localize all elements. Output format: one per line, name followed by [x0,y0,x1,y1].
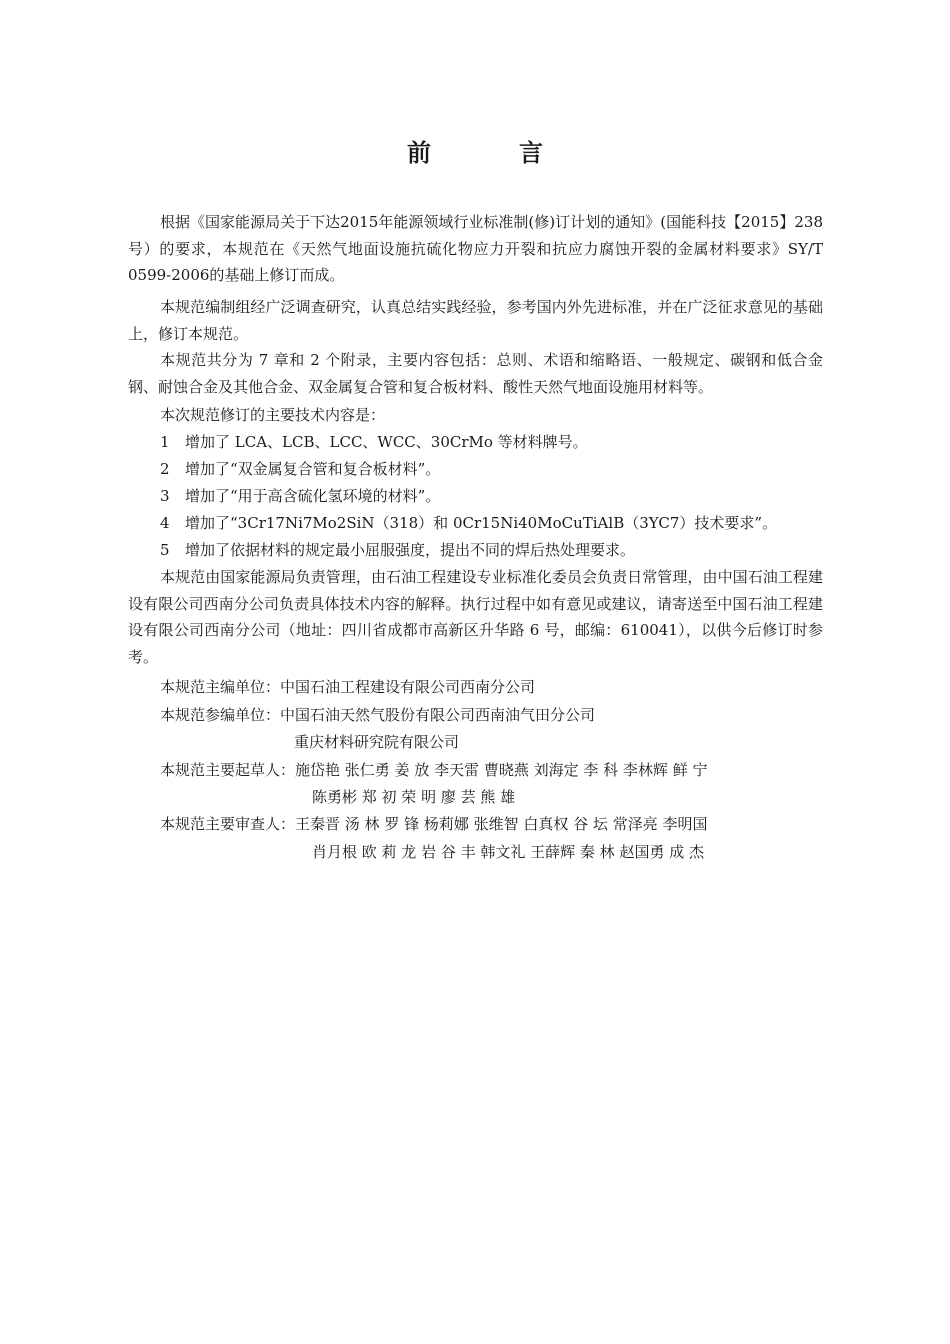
list-item-text: 增加了“双金属复合管和复合板材料”。 [185,460,441,478]
list-item [160,537,635,564]
list-item-text: 增加了“3Cr17Ni7Mo2SiN（318）和 0Cr15Ni40MoCuTiAlB（3YC7）技术要求”。 [185,514,778,532]
list-item [160,483,440,510]
list-item-number: 3 [160,487,170,505]
reviewers-names-2: 肖月根 欧 莉 龙 岩 谷 丰 韩文礼 王薛辉 秦 林 赵国勇 成 杰 [312,843,704,861]
page-title: 前 言 [407,138,575,167]
drafters-names-2: 陈勇彬 郑 初 荣 明 廖 芸 熊 雄 [312,788,516,806]
chief-editor-row [160,674,535,701]
reviewers-row [160,811,707,838]
participating-label: 本规范参编单位： [160,706,281,724]
list-item-text: 增加了“用于高含硫化氢环境的材料”。 [185,487,441,505]
chief-editor-label: 本规范主编单位： [160,678,281,696]
paragraph-basis: 根据《国家能源局关于下达2015年能源领域行业标准制(修)订计划的通知》(国能科技【2015】238号）的要求，本规范在《天然气地面设施抗硫化物应力开裂和抗应力腐蚀开裂的金属材料要求》SY/T 0599-2006的基础上修订而成。 [128,213,823,284]
participating-value: 中国石油天然气股份有限公司西南油气田分公司 [280,706,596,724]
list-item [160,429,588,456]
paragraph-management: 本规范由国家能源局负责管理，由石油工程建设专业标准化委员会负责日常管理，由中国石油工程建设有限公司西南分公司负责具体技术内容的解释。执行过程中如有意见或建议，请寄送至中国石油工程建设有限公司西南分公司（地址：四川省成都市高新区升华路 6 号，邮编：610041），以供今后修订时参考。 [128,568,823,666]
participating-row [160,702,595,729]
drafters-row [160,757,707,784]
list-item [160,510,777,537]
list-item-number: 5 [160,541,170,559]
list-item-number: 1 [160,433,170,451]
reviewers-names: 王秦晋 汤 林 罗 锋 杨莉娜 张维智 白真权 谷 坛 常泽亮 李明国 [295,815,708,833]
drafters-label: 本规范主要起草人： [160,761,296,779]
chief-editor-value: 中国石油工程建设有限公司西南分公司 [280,678,536,696]
list-item-number: 4 [160,514,170,532]
participating-value-2: 重庆材料研究院有限公司 [294,733,460,751]
list-item-text: 增加了 LCA、LCB、LCC、WCC、30CrMo 等材料牌号。 [185,433,588,451]
paragraph-revision-intro: 本次规范修订的主要技术内容是： [160,406,386,424]
reviewers-label: 本规范主要审查人： [160,815,296,833]
list-item-number: 2 [160,460,170,478]
list-item [160,456,440,483]
list-item-text: 增加了依据材料的规定最小屈服强度，提出不同的焊后热处理要求。 [185,541,636,559]
paragraph-contents: 本规范共分为 7 章和 2 个附录，主要内容包括：总则、术语和缩略语、一般规定、碳钢和低合金钢、耐蚀合金及其他合金、双金属复合管和复合板材料、酸性天然气地面设施用材料等。 [128,351,823,396]
paragraph-compilation: 本规范编制组经广泛调查研究，认真总结实践经验，参考国内外先进标准，并在广泛征求意见的基础上，修订本规范。 [128,298,823,343]
drafters-names: 施岱艳 张仁勇 姜 放 李天雷 曹晓燕 刘海定 李 科 李林辉 鲜 宁 [295,761,708,779]
